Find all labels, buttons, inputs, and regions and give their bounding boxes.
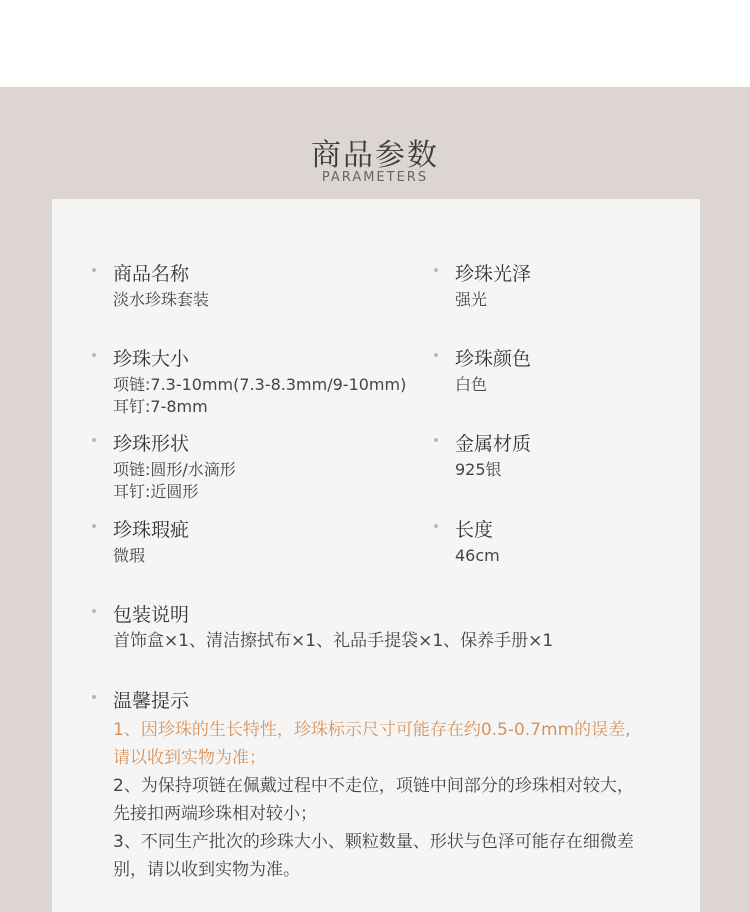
param-value-line: 耳钉:近圆形 xyxy=(113,482,199,501)
param-label: 商品名称 xyxy=(113,263,190,285)
parameters-card xyxy=(52,199,700,912)
param-value: 微瑕 xyxy=(113,546,146,565)
tip-warning-text: 1、因珍珠的生长特性，珍珠标示尺寸可能存在约0.5-0.7mm的误差,请以收到实物为准； xyxy=(113,720,631,768)
tips-body xyxy=(113,716,643,884)
tip-text: 2、为保持项链在佩戴过程中不走位，项链中间部分的珍珠相对较大，先接扣两端珍珠相对较小； xyxy=(113,776,634,824)
param-value: 首饰盒×1、清洁擦拭布×1、礼品手提袋×1、保养手册×1 xyxy=(113,631,554,651)
top-blank-area xyxy=(0,0,750,87)
bullet-dot xyxy=(434,524,438,528)
bullet-dot xyxy=(92,353,96,357)
section-title: 商品参数 xyxy=(311,138,439,173)
bullet-dot xyxy=(92,438,96,442)
param-value: 46cm xyxy=(455,546,500,565)
bullet-dot xyxy=(434,353,438,357)
bullet-dot xyxy=(92,695,96,699)
param-label: 珍珠光泽 xyxy=(455,263,532,285)
param-value-line: 项链:7.3-10mm(7.3-8.3mm/9-10mm) xyxy=(113,375,407,394)
tip-text: 3、不同生产批次的珍珠大小、颗粒数量、形状与色泽可能存在细微差别，请以收到实物为准。 xyxy=(113,832,634,880)
param-value: 淡水珍珠套装 xyxy=(113,290,210,309)
param-value xyxy=(113,459,236,503)
bullet-dot xyxy=(434,268,438,272)
param-value-line: 项链:圆形/水滴形 xyxy=(113,460,236,479)
param-value: 强光 xyxy=(455,290,488,309)
param-value: 925银 xyxy=(455,460,502,479)
param-label: 长度 xyxy=(455,519,494,541)
param-value xyxy=(113,374,406,418)
param-label: 珍珠大小 xyxy=(113,348,190,370)
param-value: 白色 xyxy=(455,375,488,394)
param-label: 金属材质 xyxy=(455,433,532,455)
tips-label: 温馨提示 xyxy=(113,690,190,712)
section-subtitle: PARAMETERS xyxy=(321,170,429,185)
param-label: 珍珠颜色 xyxy=(455,348,532,370)
bullet-dot xyxy=(92,524,96,528)
param-label: 珍珠瑕疵 xyxy=(113,519,190,541)
bullet-dot xyxy=(92,609,96,613)
bullet-dot xyxy=(92,268,96,272)
param-value-line: 耳钉:7-8mm xyxy=(113,397,208,416)
param-label: 包装说明 xyxy=(113,604,190,626)
param-label: 珍珠形状 xyxy=(113,433,190,455)
bullet-dot xyxy=(434,438,438,442)
